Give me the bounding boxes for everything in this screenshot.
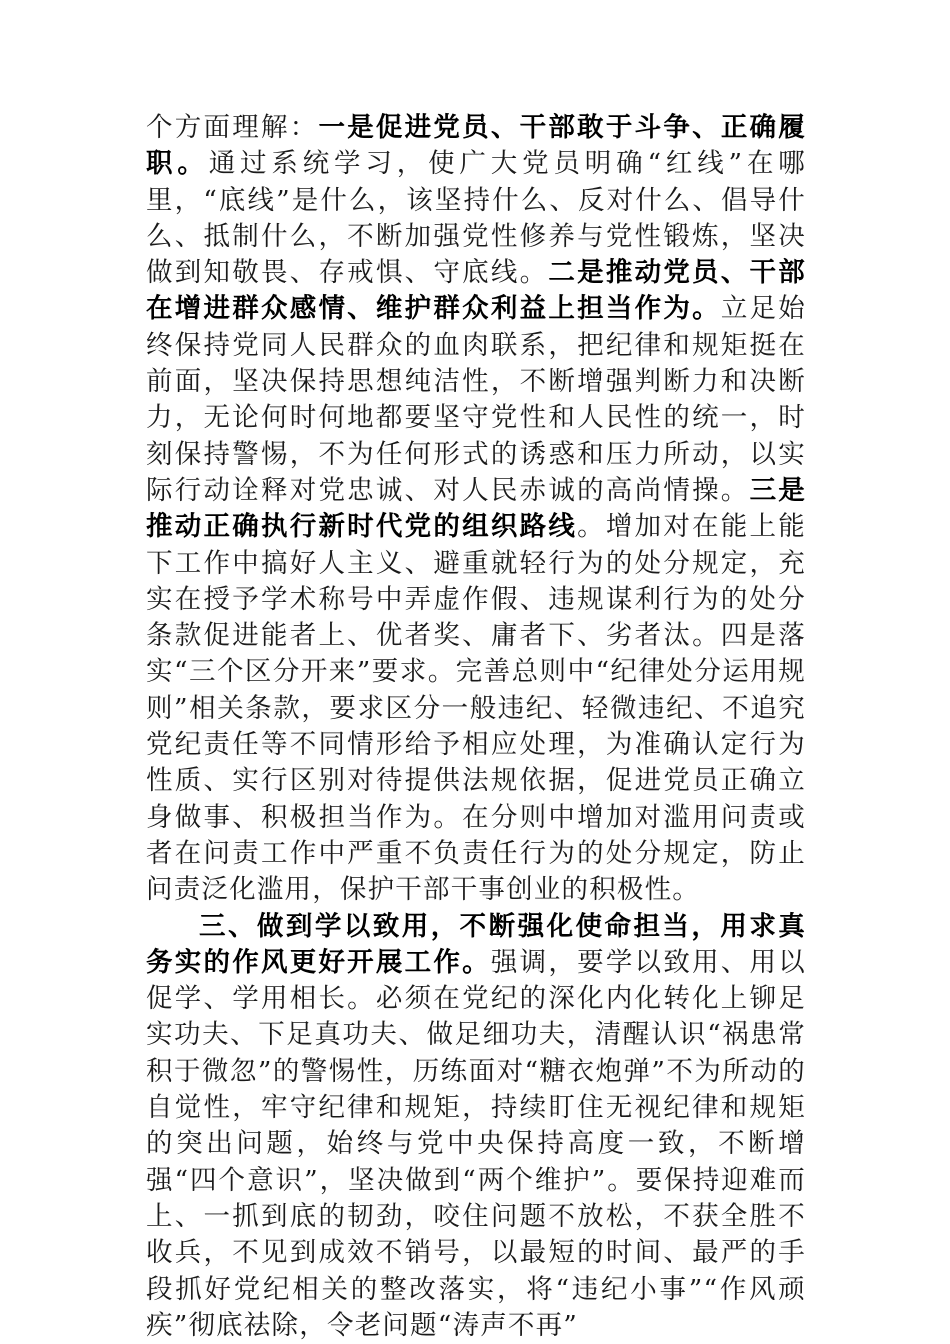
text-run: 通过系统学习，使广大党员明确“红线”在哪里，“底线”是什么，该坚持什么、反对什么、倡导什么、抵制什么，不断加强党性修养与党性锻炼，坚决做到知敬畏、存戒惧、守底线。 (146, 148, 806, 289)
text-run: 立足始终保持党同人民群众的血肉联系，把纪律和规矩挺在前面，坚决保持思想纯洁性，不断增强判断力和决断力，无论何时何地都要坚守党性和人民性的统一，时刻保持警惕，不为任何形式的诱惑和压力所动，以实际行动诠释对党忠诚、对人民赤诚的高尚情操。 (146, 293, 806, 506)
bold-heading-run: 一是促进党员、干部敢于斗争、正确履职。 (146, 112, 807, 180)
text-run: 个方面理解： (146, 112, 319, 143)
section-heading: 三、做到学以致用，不断强化使命担当，用求真务实的作风更好开展工作。 (146, 910, 806, 978)
bold-heading-run: 三是推动正确执行新时代党的组织路线 (146, 474, 807, 543)
text-run: 。增加对在能上能下工作中搞好人主义、避重就轻行为的处分规定，充实在授予学术称号中弄虚作假、违规谋利行为的处分条款促进能者上、优者奖、庸者下、劣者汰。四是落实“三个区分开来”要求。完善总则中“纪律处分运用规则”相关条款，要求区分一般违纪、轻微违纪、不追究党纪责任等不同情形给予相应处理，为准确认定行为性质、实行区别对待提供法规依据，促进党员正确立身做事、积极担当作为。在分则中增加对滥用问责或者在问责工作中严重不负责任行为的处分规定，防止问责泛化滥用，保护干部干事创业的积极性。 (146, 511, 806, 906)
bold-heading-run: 二是推动党员、干部在增进群众感情、维护群众利益上担当作为。 (146, 257, 806, 325)
body-text (146, 110, 806, 1344)
text-run: 强调，要学以致用、用以促学、学用相长。必须在党纪的深化内化转化上铆足实功夫、下足真功夫、做足细功夫，清醒认识“祸患常积于微忽”的警惕性，历练面对“糖衣炮弹”不为所动的自觉性，牢守纪律和规矩，持续盯住无视纪律和规矩的突出问题，始终与党中央保持高度一致，不断增强“四个意识”，坚决做到“两个维护”。要保持迎难而上、一抓到底的韧劲，咬住问题不放松，不获全胜不收兵，不见到成效不销号，以最短的时间、最严的手段抓好党纪相关的整改落实，将“违纪小事”“作风顽疾”彻底祛除，令老问题“涛声不再” (146, 946, 806, 1341)
paragraph-1 (146, 110, 806, 909)
paragraph-2 (146, 909, 806, 1344)
